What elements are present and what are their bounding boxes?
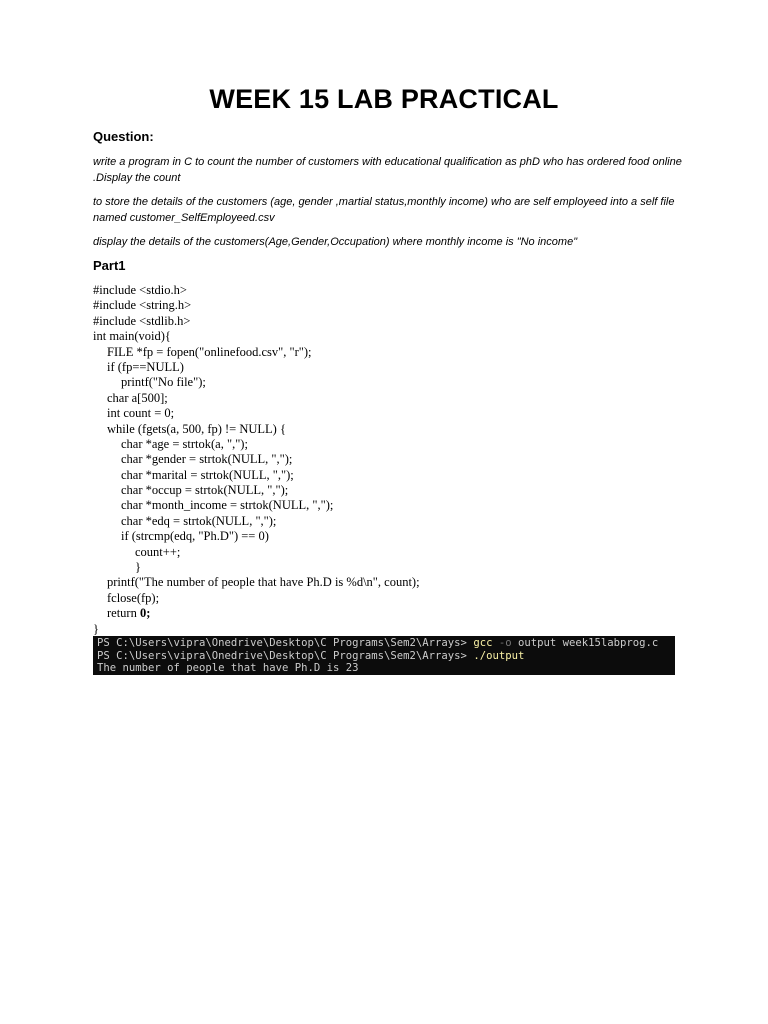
code-line: char *month_income = strtok(NULL, ","); [121,498,334,513]
code-token: 0; [139,606,151,621]
code-line: #include <stdlib.h> [93,313,191,328]
code-line: FILE *fp = fopen("onlinefood.csv", "r"); [107,344,312,359]
code-line: } [135,560,141,575]
terminal-line [97,637,675,650]
terminal-command: gcc [473,637,493,649]
code-line [93,606,420,621]
code-line: char *edq = strtok(NULL, ","); [121,513,277,528]
code-line: if (fp==NULL) [107,359,184,374]
terminal-command: ./output [473,649,525,662]
code-line: char *marital = strtok(NULL, ","); [121,467,294,482]
code-block [93,283,420,637]
terminal-output [93,636,675,675]
code-line: int main(void){ [93,329,171,344]
terminal-flag: -o [492,637,512,649]
code-line: #include <stdio.h> [93,283,187,297]
question-heading: Question: [93,129,154,144]
terminal-result: The number of people that have Ph.D is 23 [97,662,359,675]
question-paragraph: to store the details of the customers (age, gender ,martial status,monthly income) who are self employeed into a self file named customer_SelfEmployeed.csv [93,196,675,224]
part-heading: Part1 [93,258,126,273]
code-line: printf("The number of people that have Ph.D is %d\n", count); [107,575,420,590]
terminal-prompt: PS C:\Users\vipra\Onedrive\Desktop\C Programs\Sem2\Arrays> [97,637,474,649]
code-line: printf("No file"); [121,375,206,390]
code-line: while (fgets(a, 500, fp) != NULL) { [107,421,286,436]
code-line: char *age = strtok(a, ","); [121,436,248,451]
page-title: WEEK 15 LAB PRACTICAL [209,84,559,114]
code-line: #include <string.h> [93,298,192,313]
code-line: } [93,621,99,636]
code-line: count++; [135,544,181,559]
terminal-args: output week15labprog.c [511,637,659,649]
code-line: char *occup = strtok(NULL, ","); [121,483,289,498]
code-line: char *gender = strtok(NULL, ","); [121,452,293,467]
terminal-line [97,650,675,663]
code-line: fclose(fp); [107,590,160,605]
code-line: if (strcmp(edq, "Ph.D") == 0) [121,529,269,544]
code-line: int count = 0; [107,406,175,421]
code-line: char a[500]; [107,390,168,405]
code-token: return [107,606,140,621]
question-paragraph: write a program in C to count the number of customers with educational qualification as phD who has ordered food online .Display the count [93,156,682,184]
question-paragraph: display the details of the customers(Age,Gender,Occupation) where monthly income is "No income" [93,236,578,248]
terminal-prompt: PS C:\Users\vipra\Onedrive\Desktop\C Programs\Sem2\Arrays> [97,649,474,662]
